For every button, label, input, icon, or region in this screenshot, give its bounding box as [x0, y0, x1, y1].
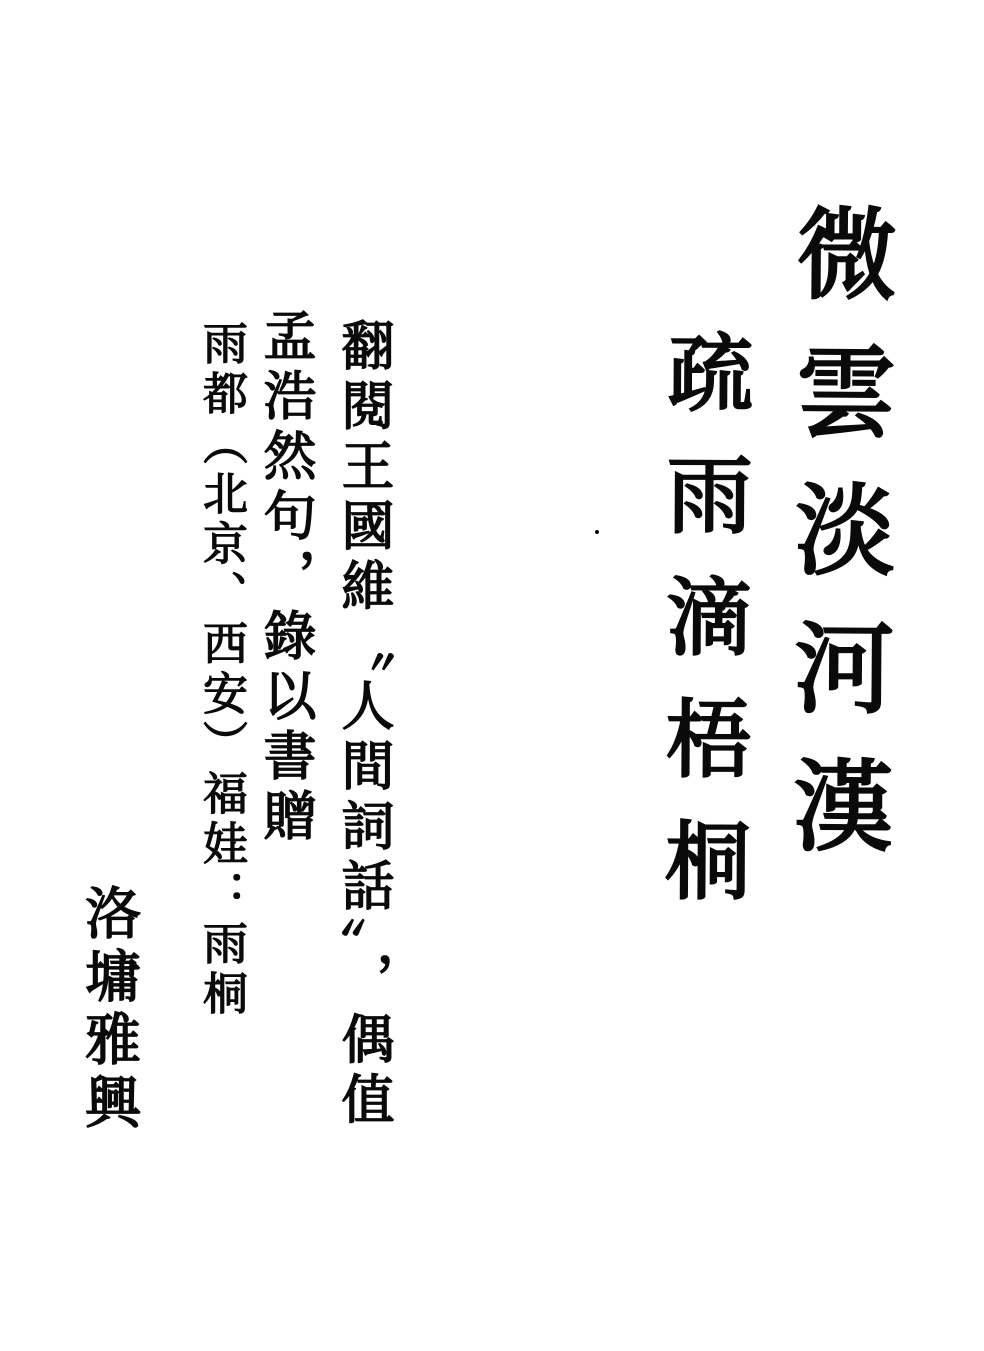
- inscription-column-2: 孟浩然句，錄以書贈: [255, 308, 316, 848]
- signature-column: 洛墉雅興: [76, 884, 141, 1136]
- ink-speck: [595, 530, 599, 534]
- inscription-column-1: 翻閱王國維〝人間詞話〞，偶值: [333, 318, 394, 1132]
- poem-line-1: 微雲淡河漢: [775, 201, 898, 893]
- inscription-column-3: 雨都（北京、西安）福娃：雨桐: [195, 320, 248, 1020]
- poem-line-2: 疏雨滴梧桐: [649, 327, 753, 939]
